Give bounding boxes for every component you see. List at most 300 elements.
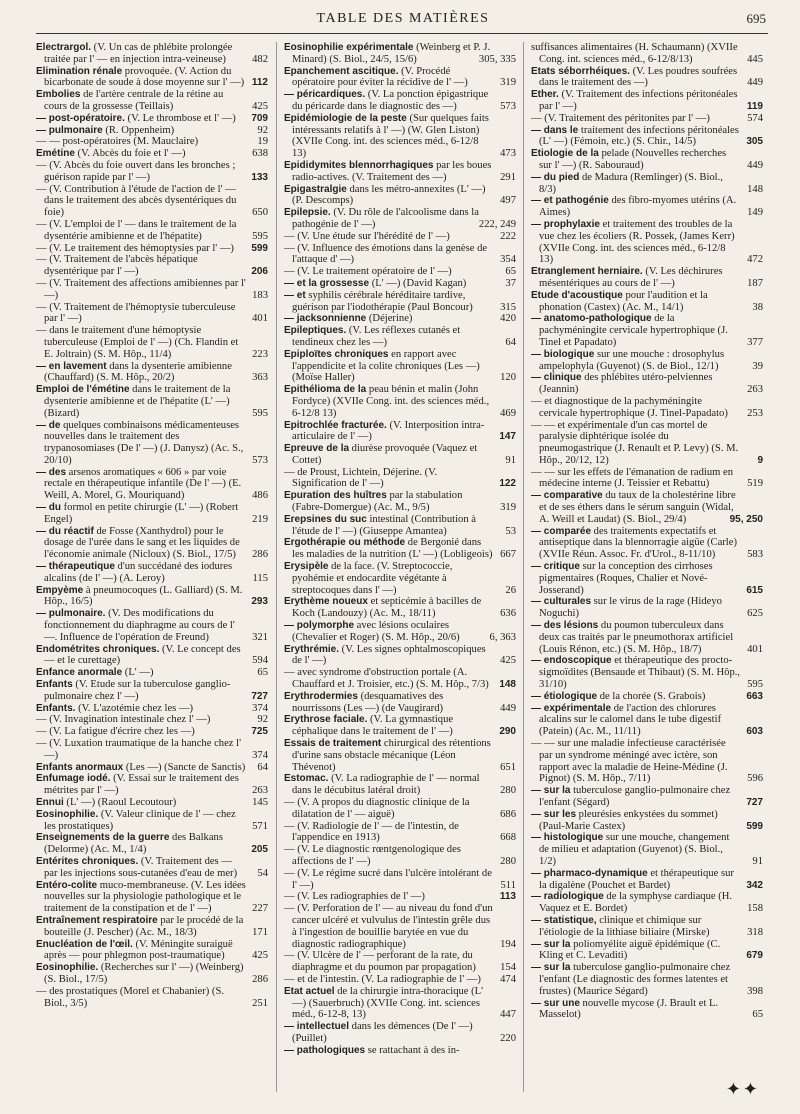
index-entry (36, 89, 268, 113)
index-entry (36, 384, 268, 419)
entry-text (284, 667, 516, 691)
entry-description: quelques combinaisons médicamenteuses nouvelles dans le traitement des trypanosomiases (De l' —) (J. Danysz) (Ac. S., 20/10) (44, 419, 244, 466)
index-entry (284, 42, 516, 66)
entry-term: Erythrémie. (284, 643, 340, 655)
entry-term: — comparée (531, 525, 592, 537)
index-entry (36, 467, 268, 502)
entry-page-number: 583 (744, 549, 763, 561)
index-entry (531, 172, 763, 196)
entry-description: formol en petite chirurgie (L' —) (Robert Engel) (44, 502, 239, 525)
entry-term: Epitrochlée fracturée. (284, 419, 387, 431)
entry-description: — — et expérimentale d'un cas mortel de paralysie diphtérique isolée du pneumogastrique (J. Renault et P. Levy) (S. M. Hôp., 20/12, 12) (531, 419, 739, 466)
entry-page-number: 122 (496, 478, 516, 490)
index-entry (284, 1045, 516, 1057)
entry-term: Emétine (36, 148, 75, 160)
entry-page-number: 291 (497, 172, 516, 184)
entry-term: Enfants anormaux (36, 761, 124, 773)
index-column-3 (531, 42, 763, 1092)
entry-description: muco-membraneuse. (V. Les idées nouvelles sur la physiologie pathologique et le traitement de la constipation et de l' —) (44, 879, 246, 915)
index-entry (36, 42, 268, 66)
entry-term: — sur la (531, 962, 571, 974)
entry-page-number: 573 (497, 101, 516, 113)
entry-term: Epithélioma de la (284, 384, 367, 396)
entry-description: du poumon tuberculeux dans deux cas traités par le pneumothorax artificiel (Louis Rénon, etc.) (S. M. Hôp., 18/7) (539, 620, 734, 655)
entry-description: (Déjerine) (366, 313, 413, 325)
entry-page-number: 280 (497, 785, 516, 797)
entry-page-number: 65 (254, 667, 268, 679)
entry-term: Eosinophilie. (36, 962, 99, 974)
entry-description: suffisances alimentaires (H. Schaumann) (XVIIe Cong. int. sciences méd., 6-12/8/13) (531, 42, 738, 65)
index-entry (284, 207, 516, 231)
entry-text (36, 502, 268, 526)
entry-page-number: 594 (249, 655, 268, 667)
entry-page-number: 638 (249, 148, 268, 160)
entry-description: de la pachyméningite cervicale hypertrophique (J. Tinel et Papadato) (539, 313, 728, 348)
entry-page-number: 599 (248, 243, 268, 255)
entry-description: (V. Les poudres soufrées dans le traitement des —) (539, 65, 738, 89)
page-number: 695 (746, 11, 766, 26)
entry-page-number: 91 (502, 455, 516, 467)
index-entry (531, 113, 763, 125)
entry-page-number: 625 (744, 608, 763, 620)
entry-term: — et la grossesse (284, 277, 370, 289)
entry-text (284, 313, 516, 325)
entry-description: (V. Procédé opératoire pour éviter la récidive de l' —) (292, 65, 468, 89)
entry-page-number: 54 (254, 868, 268, 880)
index-entry (284, 691, 516, 715)
index-entry (284, 596, 516, 620)
entry-page-number: 223 (249, 349, 268, 361)
index-entry (284, 561, 516, 596)
entry-description: — (V. Traitement des péritonites par l' —) (531, 112, 710, 124)
index-entry (531, 396, 763, 420)
entry-text (284, 266, 516, 278)
entry-page-number: 447 (497, 1009, 516, 1021)
index-entry (36, 667, 268, 679)
entry-term: Entraînement respiratoire (36, 914, 158, 926)
entry-text (531, 891, 763, 915)
entry-description: — (V. Ulcère de l' — perforant de la rate, du diaphragme et du poumon par propagation) (284, 950, 476, 974)
entry-term: Eosinophilie. (36, 808, 99, 820)
index-entry (36, 797, 268, 809)
entry-term: — biologique (531, 348, 595, 360)
column-divider (523, 42, 524, 1092)
entry-description: pleurésies enkystées du sommet) (Paul-Marie Castex) (539, 808, 718, 832)
entry-description: (V. La radiographie de l' — normal dans le décubitus latéral droit) (292, 773, 480, 797)
entry-description: de l'action des chlorures alcalins sur le calomel dans le tube digestif (Patein) (Ac. M., 11/11) (539, 702, 722, 738)
entry-text (531, 998, 763, 1022)
index-entry (284, 290, 516, 314)
entry-text (36, 856, 268, 880)
entry-text (284, 620, 516, 644)
index-entry (284, 325, 516, 349)
index-entry (284, 844, 516, 868)
entry-description: dans la dysenterie amibienne (Chauffard) (S. M. Hôp., 20/2) (44, 360, 232, 384)
index-entry (531, 266, 763, 290)
index-entry (284, 821, 516, 845)
index-entry (531, 939, 763, 963)
entry-text (284, 903, 516, 950)
index-entry (284, 868, 516, 892)
entry-description: (V. Traitement des — par les injections sous-cutanées d'eau de mer) (44, 855, 238, 879)
entry-page-number: 449 (744, 77, 763, 89)
entry-page-number: 119 (744, 101, 763, 113)
entry-page-number: 603 (743, 726, 763, 738)
running-header (40, 8, 766, 30)
entry-page-number: 449 (744, 160, 763, 172)
entry-term: — pathologiques (284, 1044, 366, 1056)
entry-text (531, 561, 763, 596)
entry-page-number: 158 (744, 903, 763, 915)
entry-text (36, 219, 268, 243)
entry-description: (Sur quelques faits intéressants relatifs à l' —) (W. Glen Liston) (XVIIe Cong. int. des sciences méd., 6-12/8 13) (292, 112, 489, 160)
entry-term: — pulmonaire (36, 124, 103, 136)
index-entry (36, 738, 268, 762)
entry-text (36, 325, 268, 360)
entry-page-number: 425 (249, 101, 268, 113)
entry-page-number: 133 (248, 172, 268, 184)
entry-page-number: 321 (249, 632, 268, 644)
index-entry (36, 278, 268, 302)
entry-description: chirurgical des rétentions d'urine sans obstacle mécanique (Léon Thévenot) (292, 738, 491, 773)
entry-page-number: 293 (248, 596, 268, 608)
entry-page-number: 92 (254, 714, 268, 726)
index-entry (36, 254, 268, 278)
entry-page-number: 148 (744, 184, 763, 196)
index-entry (284, 113, 516, 160)
entry-description: de la face. (V. Streptococcie, pyohémie et endocardite végétante à streptocoques dans l' —) (292, 561, 453, 596)
index-column-2 (284, 42, 516, 1092)
index-entry (284, 950, 516, 974)
index-entry (36, 986, 268, 1010)
entry-text (36, 880, 268, 915)
entry-description: clinique et chimique sur l'étiologie de la lithiase biliaire (Mirske) (539, 914, 710, 938)
entry-page-number: 171 (249, 927, 268, 939)
entry-page-number: 19 (254, 136, 268, 148)
entry-term: Elimination rénale (36, 65, 123, 77)
index-entry (531, 420, 763, 467)
entry-page-number: 398 (744, 986, 763, 998)
entry-description: — (V. Radiologie de l' — de l'intestin, de l'appendice en 1913) (284, 820, 459, 844)
entry-description: pour l'audition et la phonation (Castex) (Ac. M., 14/1) (539, 289, 708, 313)
entry-page-number: 53 (502, 526, 516, 538)
entry-page-number: 187 (744, 278, 763, 290)
entry-description: à pneumocoques (L. Galliard) (S. M. Hôp., 16/5) (44, 584, 243, 608)
entry-term: Epanchement ascitique. (284, 65, 399, 77)
entry-page-number: 319 (497, 502, 516, 514)
entry-description: (V. Du rôle de l'alcoolisme dans la pathogénie de l' —) (292, 207, 479, 230)
entry-text (531, 66, 763, 90)
entry-text (531, 266, 763, 290)
entry-text (284, 738, 516, 773)
entry-text (36, 773, 268, 797)
index-entry (284, 903, 516, 950)
entry-text (36, 644, 268, 668)
entry-description: (V. Le concept des — et le curettage) (44, 643, 241, 667)
end-ornament: ✦✦ (725, 1079, 760, 1100)
entry-description: — (V. Le traitement des hémoptysies par l' —) (36, 242, 234, 254)
entry-term: Etranglement herniaire. (531, 266, 643, 278)
entry-description: — — sur une maladie infectieuse caractérisée par un syndrome méningé avec ictère, son rapport avec la maladie de Heine-Médine (J. Pignot) (S. M. Hôp., 7/11) (531, 738, 728, 785)
entry-page-number: 425 (497, 655, 516, 667)
entry-description: — (V. Une étude sur l'hérédité de l' —) (284, 230, 450, 242)
index-entry (36, 714, 268, 726)
entry-description: nouvelle mycose (J. Brault et L. Masselot) (539, 997, 719, 1021)
entry-text (36, 243, 268, 255)
entry-term: — prophylaxie (531, 218, 600, 230)
entry-text (284, 974, 516, 986)
entry-page-number: 251 (249, 998, 268, 1010)
index-entry (36, 880, 268, 915)
entry-description: (V. La ponction épigastrique du péricarde dans le diagnostic des —) (292, 89, 489, 112)
index-entry (284, 231, 516, 243)
entry-text (531, 396, 763, 420)
entry-text (531, 939, 763, 963)
entry-term: Enfants. (36, 702, 76, 714)
entry-description: avec lésions oculaires (Chevalier et Roger) (S. M. Hôp., 20/6) (292, 620, 460, 643)
index-entry (284, 986, 516, 1021)
index-entry (531, 561, 763, 596)
entry-description: dans les métro-annexites (L' —) (P. Descomps) (292, 183, 486, 207)
entry-page-number: 482 (249, 54, 268, 66)
index-entry (531, 526, 763, 561)
entry-description: peau bénin et malin (John Fordyce) (XVIIe Cong. int. des sciences méd., 6-12/8 13) (292, 384, 490, 419)
entry-text (284, 561, 516, 596)
entry-term: — sur la (531, 785, 571, 797)
index-entry (531, 655, 763, 690)
entry-page-number: 663 (743, 691, 763, 703)
entry-description: des fibro-myomes utérins (A. Aimes) (539, 195, 737, 219)
entry-page-number: 318 (744, 927, 763, 939)
entry-description: du taux de la cholestérine libre et de ses éthers dans le sérum sanguin (Widal, A. Weill et Laudat) (S. Biol., 29/4) (539, 490, 736, 525)
entry-text (36, 703, 268, 715)
entry-page-number: 147 (496, 431, 516, 443)
entry-text (531, 526, 763, 561)
entry-text (36, 526, 268, 561)
entry-page-number: 595 (744, 679, 763, 691)
entry-description: de l'artère centrale de la rétine au cours de la grossesse (Teillais) (44, 89, 224, 112)
index-entry (36, 585, 268, 609)
entry-text (284, 467, 516, 491)
entry-text (36, 585, 268, 609)
index-entry (36, 302, 268, 326)
entry-description: traitement des infections péritonéales (L' —) (Fémoin, etc.) (S. Chir., 14/5) (539, 124, 739, 148)
entry-page-number: 667 (497, 549, 516, 561)
entry-term: Enucléation de l'œil. (36, 938, 133, 950)
entry-page-number: 9 (754, 455, 763, 467)
entry-text (531, 809, 763, 833)
entry-description: (V. Etude sur la tuberculose ganglio-pulmonaire chez l' —) (44, 679, 231, 702)
entry-description: (L' —) (Raoul Lecoutour) (63, 797, 177, 808)
entry-description: — (V. Contribution à l'étude de l'action de l' — dans le traitement des abcès dysentériques du foie) (36, 183, 237, 219)
entry-description: (V. Valeur clinique de l' — chez les prostatiques) (44, 808, 236, 832)
entry-text (36, 608, 268, 643)
entry-term: — endoscopique (531, 655, 612, 667)
entry-description: (V. Abcès du foie et l' —) (74, 148, 186, 160)
entry-page-number: 472 (744, 254, 763, 266)
entry-text (284, 950, 516, 974)
entry-description: — (V. Le régime sucré dans l'ulcère intolérant de l' —) (284, 867, 492, 891)
entry-page-number: 305 (743, 136, 763, 148)
entry-description: — (V. Abcès du foie ouvert dans les bronches ; guérison rapide par l' —) (36, 159, 236, 183)
entry-text (531, 219, 763, 266)
entry-description: arsenos aromatiques « 606 » par voie rectale en thérapeutique infantile (De l' —) (E. Weill, A. Morel, G. Mouriquand) (44, 466, 242, 502)
entry-description: sur la conception des cirrhoses pigmentaires (Roques, Chalier et Nové-Josserand) (539, 561, 713, 596)
entry-text (284, 1021, 516, 1045)
index-entry (36, 762, 268, 774)
entry-description: de Bergonié dans les maladies de la nutrition (L' —) (Lobligeois) (292, 537, 493, 561)
entry-term: Estomac. (284, 773, 329, 785)
entry-page-number: 92 (254, 125, 268, 137)
entry-page-number: 39 (749, 361, 763, 373)
index-entry (36, 608, 268, 643)
entry-description: (Weinberg et P. J. Minard) (S. Biol., 24/5, 15/6) (292, 42, 491, 65)
index-entry (531, 490, 763, 525)
entry-text (36, 915, 268, 939)
entry-text (36, 679, 268, 703)
entry-term: — et pathogénie (531, 195, 609, 207)
entry-description: — (V. Invagination intestinale chez l' —) (36, 714, 211, 726)
entry-term: Entérites chroniques. (36, 855, 139, 867)
entry-page-number: 149 (744, 207, 763, 219)
index-entry (531, 313, 763, 348)
entry-description: (V. Des modifications du fonctionnement du diaphragme au cours de l' —. Influence de l'opération de Freund) (44, 608, 235, 643)
index-entry (284, 620, 516, 644)
entry-term: Epuration des huîtres (284, 490, 387, 502)
entry-text (36, 66, 268, 90)
entry-description: — de Proust, Lichtein, Déjerine. (V. Signification de l' —) (284, 466, 438, 490)
index-entry (284, 278, 516, 290)
entry-text (284, 325, 516, 349)
entry-description: (V. Les réflexes cutanés et tendineux chez les —) (292, 325, 461, 348)
index-entry (531, 809, 763, 833)
entry-text (36, 738, 268, 762)
entry-page-number: 154 (497, 962, 516, 974)
entry-description: de Madura (Remlinger) (S. Biol., 8/3) (539, 171, 723, 195)
entry-term: Epilepsie. (284, 207, 331, 219)
entry-term: Emploi de l'émétine (36, 384, 130, 396)
entry-term: Epigastralgie (284, 183, 347, 195)
entry-description: et traitement des troubles de la vue chez les écoliers (R. Possek, (James Kerr) (XVIIe Cong. int. des sciences méd., 6-12/8 13) (539, 218, 735, 266)
index-entry (531, 691, 763, 703)
entry-term: — culturales (531, 596, 592, 608)
index-entry (284, 797, 516, 821)
entry-text (531, 691, 763, 703)
entry-page-number: 95, 250 (727, 514, 763, 526)
entry-term: Etat actuel (284, 985, 335, 997)
entry-description: (V. Traitement des infections péritonéales par l' —) (539, 89, 738, 112)
entry-text (36, 384, 268, 419)
entry-text (36, 561, 268, 585)
entry-text (36, 42, 268, 66)
index-entry (531, 125, 763, 149)
entry-page-number: 363 (249, 372, 268, 384)
entry-text (36, 302, 268, 326)
entry-page-number: 222 (497, 231, 516, 243)
index-entry (36, 66, 268, 90)
index-entry (284, 537, 516, 561)
entry-term: — thérapeutique (36, 561, 115, 573)
entry-term: Essais de traitement (284, 738, 382, 750)
entry-term: — sur les (531, 808, 577, 820)
entry-page-number: 668 (497, 832, 516, 844)
index-entry (284, 420, 516, 444)
entry-page-number: 511 (498, 880, 517, 892)
index-entry (284, 349, 516, 384)
entry-text (284, 349, 516, 384)
entry-text (36, 278, 268, 302)
entry-description: — avec syndrome d'obstruction portale (A. Chauffard et J. Troisier, etc.) (S. M. Hôp., 7/3) (284, 667, 489, 691)
header-title: TABLE DES MATIÈRES (316, 11, 490, 26)
entry-term: — anatomo-pathologique (531, 313, 652, 325)
entry-description: et septicémie à bacilles de Koch (Landouzy) (Ac. M., 18/11) (292, 596, 482, 620)
entry-description: — — post-opératoires (M. Mauclaire) (36, 136, 199, 148)
entry-text (531, 785, 763, 809)
entry-description: pelade (Nouvelles recherches sur l' —) (R. Sabouraud) (539, 148, 727, 171)
index-entry (284, 313, 516, 325)
index-entry (36, 773, 268, 797)
entry-text (531, 349, 763, 373)
entry-page-number: 679 (743, 950, 763, 962)
entry-term: Erythème noueux (284, 596, 368, 608)
index-entry (36, 561, 268, 585)
entry-page-number: 486 (249, 490, 268, 502)
entry-description: (V. Les signes ophtalmoscopiques de l' —) (292, 643, 486, 667)
entry-page-number: 227 (249, 903, 268, 915)
index-entry (284, 443, 516, 467)
entry-page-number: 615 (743, 585, 763, 597)
entry-text (531, 915, 763, 939)
entry-term: Epidémiologie de la peste (284, 112, 407, 124)
entry-text (531, 313, 763, 348)
entry-page-number: 263 (744, 384, 763, 396)
index-entry (36, 832, 268, 856)
entry-description: (V. Le thrombose et l' —) (124, 112, 236, 124)
entry-term: — de (36, 419, 61, 431)
entry-description: — (V. Perforation de l' — au niveau du fond d'un cancer ulcéré et vulvulus de l'intestin grêle dus à l'ingestion de bouillie barytée en vue du diagnostic radiographique) (284, 903, 493, 950)
entry-description: — (V. Luxation traumatique de la hanche chez l' —) (36, 738, 241, 761)
index-entry (284, 66, 516, 90)
entry-text (36, 809, 268, 833)
index-entry (531, 703, 763, 738)
entry-page-number: 286 (249, 549, 268, 561)
entry-page-number: 222, 249 (476, 219, 516, 231)
entry-term: Epididymites blennorrhagiques (284, 159, 434, 171)
entry-text (284, 868, 516, 892)
entry-text (531, 372, 763, 396)
entry-description: diurèse provoquée (Vaquez et Cottet) (292, 443, 478, 466)
entry-page-number: 37 (502, 278, 516, 290)
entry-text (284, 644, 516, 668)
entry-text (284, 691, 516, 715)
entry-page-number: 263 (249, 785, 268, 797)
entry-term: Eosinophilie expérimentale (284, 42, 414, 53)
entry-text (284, 821, 516, 845)
index-entry (36, 148, 268, 160)
entry-term: — comparative (531, 490, 603, 502)
entry-description: (V. Un cas de phlébite prolongée traitée par l' — en injection intra-veineuse) (44, 42, 233, 65)
entry-term: Epreuve de la (284, 443, 350, 455)
index-entry (531, 832, 763, 867)
entry-text (284, 773, 516, 797)
entry-page-number: 219 (249, 514, 268, 526)
index-entry (531, 785, 763, 809)
index-entry (36, 160, 268, 184)
entry-term: — radiologique (531, 891, 604, 903)
entry-page-number: 596 (744, 773, 763, 785)
entry-page-number: 354 (497, 254, 516, 266)
entry-term: Endométrites chroniques. (36, 643, 160, 655)
